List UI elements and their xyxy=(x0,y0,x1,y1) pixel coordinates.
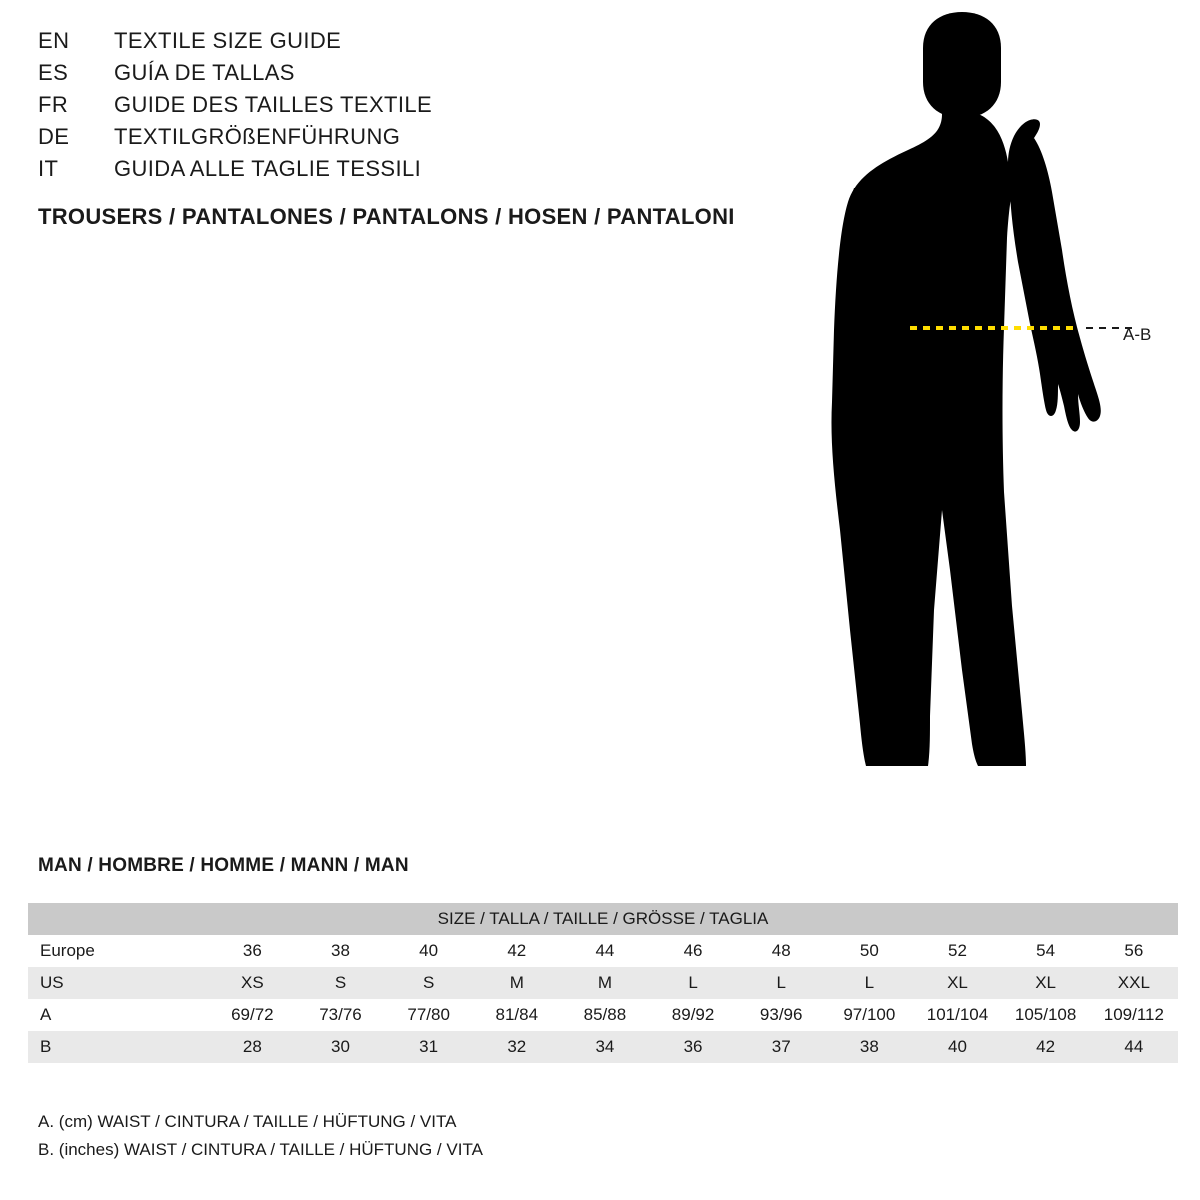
cell-a-0: 69/72 xyxy=(208,999,296,1031)
cell-a-6: 93/96 xyxy=(737,999,825,1031)
cell-us-0: XS xyxy=(208,967,296,999)
cell-b-8: 40 xyxy=(913,1031,1001,1063)
cell-europe-2: 40 xyxy=(385,935,473,967)
title-text-it: GUIDA ALLE TAGLIE TESSILI xyxy=(114,156,422,181)
cell-a-3: 81/84 xyxy=(473,999,561,1031)
cell-europe-4: 44 xyxy=(561,935,649,967)
cell-b-6: 37 xyxy=(737,1031,825,1063)
silhouette-svg xyxy=(790,10,1190,800)
cell-europe-7: 50 xyxy=(825,935,913,967)
cell-us-2: S xyxy=(385,967,473,999)
title-text-fr: GUIDE DES TAILLES TEXTILE xyxy=(114,92,433,117)
cell-europe-3: 42 xyxy=(473,935,561,967)
cell-us-8: XL xyxy=(913,967,1001,999)
cell-a-2: 77/80 xyxy=(385,999,473,1031)
language-code-es: ES xyxy=(38,60,69,85)
cell-us-9: XL xyxy=(1002,967,1090,999)
table-row-europe xyxy=(28,935,1178,967)
cell-b-5: 36 xyxy=(649,1031,737,1063)
title-row-fr xyxy=(38,92,798,124)
cell-us-10: XXL xyxy=(1090,967,1178,999)
title-text-es: GUÍA DE TALLAS xyxy=(114,60,295,85)
cell-a-1: 73/76 xyxy=(296,999,384,1031)
cell-us-4: M xyxy=(561,967,649,999)
measure-label-ab: A-B xyxy=(1123,325,1152,344)
row-label-europe: Europe xyxy=(28,935,208,967)
cell-b-1: 30 xyxy=(296,1031,384,1063)
cell-a-8: 101/104 xyxy=(913,999,1001,1031)
cell-europe-1: 38 xyxy=(296,935,384,967)
garment-type-label: TROUSERS / PANTALONES / PANTALONS / HOSEN / PANTALONI xyxy=(38,204,735,229)
table-row-a xyxy=(28,999,1178,1031)
cell-b-4: 34 xyxy=(561,1031,649,1063)
size-chart-table xyxy=(28,903,1178,1063)
title-text-en: TEXTILE SIZE GUIDE xyxy=(114,28,342,53)
cell-b-2: 31 xyxy=(385,1031,473,1063)
footnote-b: B. (inches) WAIST / CINTURA / TAILLE / HÜFTUNG / VITA xyxy=(38,1140,483,1159)
cell-us-3: M xyxy=(473,967,561,999)
footnote-a: A. (cm) WAIST / CINTURA / TAILLE / HÜFTUNG / VITA xyxy=(38,1112,457,1131)
table-row-b xyxy=(28,1031,1178,1063)
cell-europe-0: 36 xyxy=(208,935,296,967)
cell-europe-9: 54 xyxy=(1002,935,1090,967)
cell-europe-5: 46 xyxy=(649,935,737,967)
cell-us-1: S xyxy=(296,967,384,999)
man-silhouette-figure xyxy=(790,10,1190,800)
cell-b-7: 38 xyxy=(825,1031,913,1063)
cell-europe-10: 56 xyxy=(1090,935,1178,967)
language-code-fr: FR xyxy=(38,92,69,117)
table-header-row xyxy=(28,903,1178,935)
cell-b-3: 32 xyxy=(473,1031,561,1063)
table-row-us xyxy=(28,967,1178,999)
cell-europe-6: 48 xyxy=(737,935,825,967)
cell-a-4: 85/88 xyxy=(561,999,649,1031)
title-row-de xyxy=(38,124,798,156)
cell-b-10: 44 xyxy=(1090,1031,1178,1063)
cell-us-7: L xyxy=(825,967,913,999)
cell-a-7: 97/100 xyxy=(825,999,913,1031)
cell-a-10: 109/112 xyxy=(1090,999,1178,1031)
row-label-us: US xyxy=(28,967,208,999)
cell-b-9: 42 xyxy=(1002,1031,1090,1063)
language-code-de: DE xyxy=(38,124,70,149)
cell-europe-8: 52 xyxy=(913,935,1001,967)
cell-a-5: 89/92 xyxy=(649,999,737,1031)
cell-us-6: L xyxy=(737,967,825,999)
size-guide-title-block xyxy=(38,28,798,230)
language-code-it: IT xyxy=(38,156,59,181)
row-label-b: B xyxy=(28,1031,208,1063)
table-header-label: SIZE / TALLA / TAILLE / GRÖSSE / TAGLIA xyxy=(28,903,1178,935)
man-section-label: MAN / HOMBRE / HOMME / MANN / MAN xyxy=(38,855,409,876)
cell-a-9: 105/108 xyxy=(1002,999,1090,1031)
cell-b-0: 28 xyxy=(208,1031,296,1063)
title-row-en xyxy=(38,28,798,60)
measurement-footnotes xyxy=(38,1108,483,1164)
cell-us-5: L xyxy=(649,967,737,999)
title-row-it xyxy=(38,156,798,188)
title-text-de: TEXTILGRÖßENFÜHRUNG xyxy=(114,124,401,149)
title-row-es xyxy=(38,60,798,92)
language-code-en: EN xyxy=(38,28,70,53)
row-label-a: A xyxy=(28,999,208,1031)
